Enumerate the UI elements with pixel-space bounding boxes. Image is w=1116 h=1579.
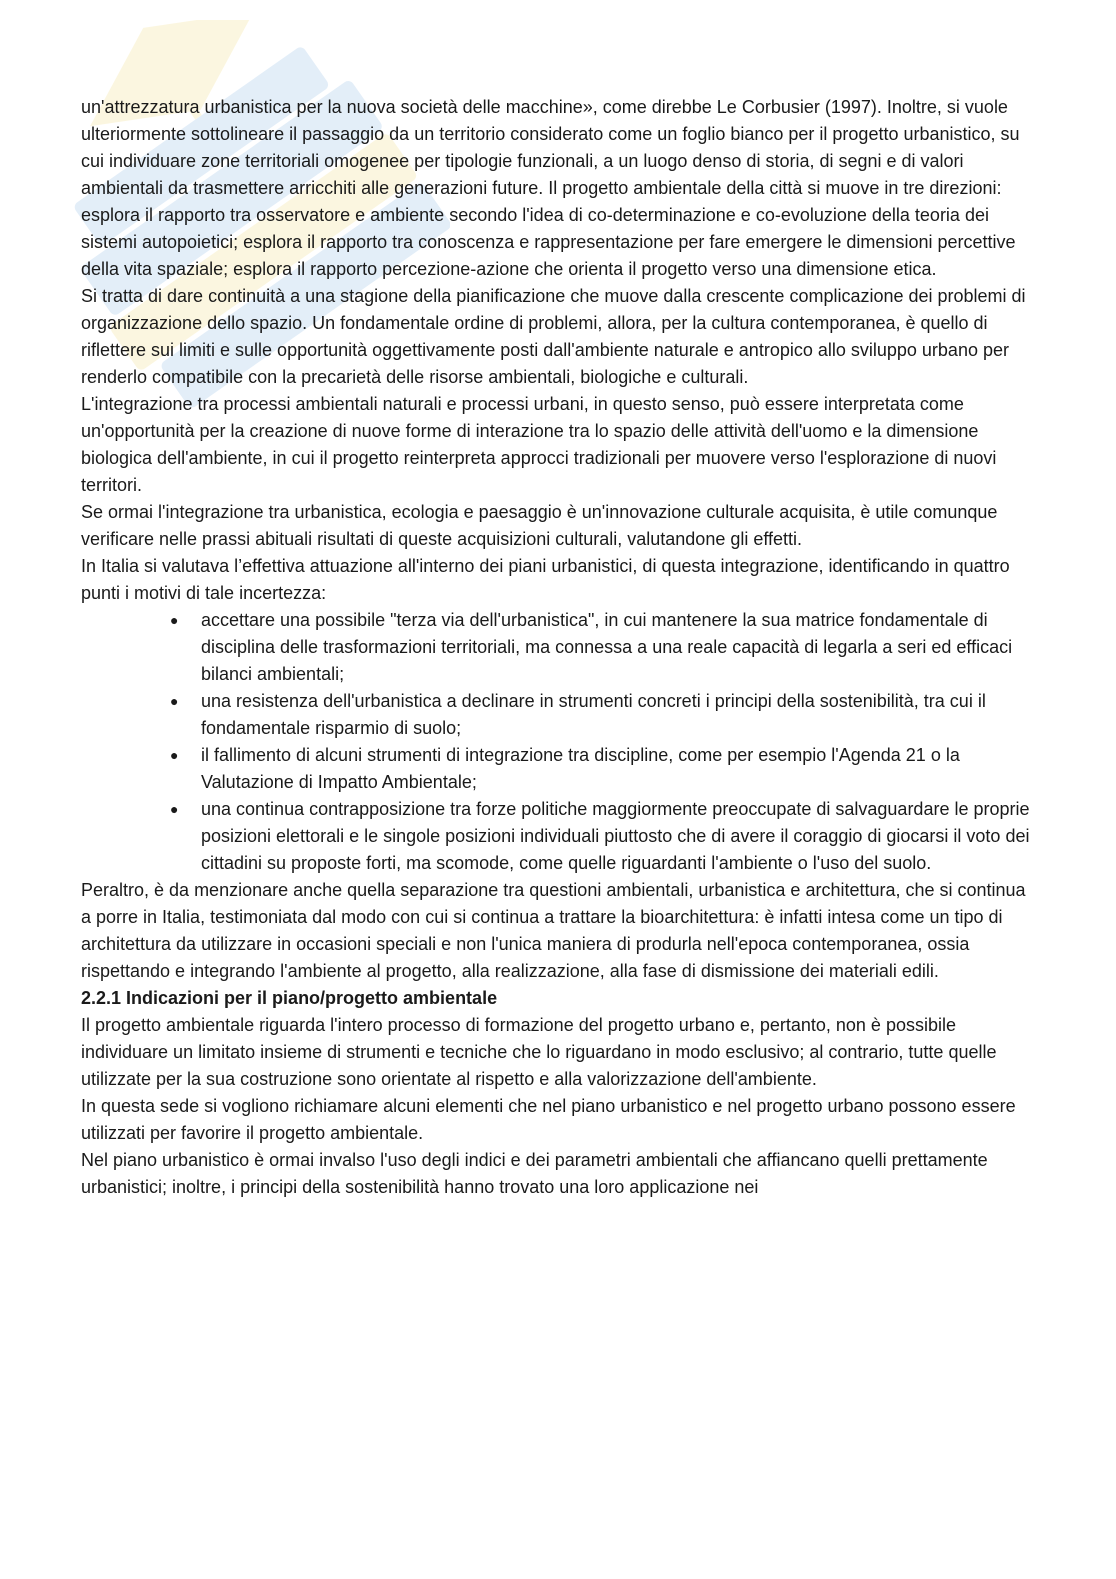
bullet-icon: ● bbox=[170, 693, 179, 709]
list-item-text: una continua contrapposizione tra forze politiche maggiormente preoccupate di salvaguardare le proprie posizioni elettorali e le singole posizioni individuali piuttosto che di avere il coraggio di giocarsi il voto dei cittadini su proposte forti, ma scomode, come quelle riguardanti l'ambiente o l'uso del suolo. bbox=[201, 799, 1030, 873]
body-paragraph: Nel piano urbanistico è ormai invalso l'uso degli indici e dei parametri ambientali che affiancano quelli prettamente urbanistici; inoltre, i principi della sostenibilità hanno trovato una loro applicazione nei bbox=[81, 1150, 988, 1197]
bullet-icon: ● bbox=[170, 747, 179, 763]
body-paragraph: Si tratta di dare continuità a una stagione della pianificazione che muove dalla crescente complicazione dei problemi di organizzazione dello spazio. Un fondamentale ordine di problemi, allora, per la cultura contemporanea, è quello di riflettere sui limiti e sulle opportunità oggettivamente posti dall'ambiente naturale e antropico allo sviluppo urbano per renderlo compatibile con la precarietà delle risorse ambientali, biologiche e culturali. bbox=[81, 286, 1026, 387]
bullet-list bbox=[81, 607, 1031, 877]
list-item-text: una resistenza dell'urbanistica a declinare in strumenti concreti i principi della sostenibilità, tra cui il fondamentale risparmio di suolo; bbox=[201, 691, 986, 738]
bullet-icon: ● bbox=[170, 801, 179, 817]
list-item bbox=[170, 688, 1031, 742]
body-paragraph: L'integrazione tra processi ambientali naturali e processi urbani, in questo senso, può essere interpretata come un'opportunità per la creazione di nuove forme di interazione tra lo spazio delle attività dell'uomo e la dimensione biologica dell'ambiente, in cui il progetto reinterpreta approcci tradizionali per muovere verso l'esplorazione di nuovi territori. bbox=[81, 394, 997, 495]
document-body bbox=[81, 94, 1031, 1201]
bullet-icon: ● bbox=[170, 612, 179, 628]
body-paragraph: Peraltro, è da menzionare anche quella separazione tra questioni ambientali, urbanistica e architettura, che si continua a porre in Italia, testimoniata dal modo con cui si continua a trattare la bioarchitettura: è infatti intesa come un tipo di architettura da utilizzare in occasioni speciali e non l'unica maniera di produrla nell'epoca contemporanea, ossia rispettando e integrando l'ambiente al progetto, alla realizzazione, alla fase di dismissione dei materiali edili. bbox=[81, 880, 1026, 981]
list-item bbox=[170, 796, 1031, 877]
section-heading: 2.2.1 Indicazioni per il piano/progetto ambientale bbox=[81, 988, 498, 1008]
list-item-text: il fallimento di alcuni strumenti di integrazione tra discipline, come per esempio l'Agenda 21 o la Valutazione di Impatto Ambientale; bbox=[201, 745, 960, 792]
list-item bbox=[170, 742, 1031, 796]
body-paragraph: un'attrezzatura urbanistica per la nuova società delle macchine», come direbbe Le Corbusier (1997). Inoltre, si vuole ulteriormente sottolineare il passaggio da un territorio considerato come un foglio bianco per il progetto urbanistico, su cui individuare zone territoriali omogenee per tipologie funzionali, a un luogo denso di storia, di segni e di valori ambientali da trasmettere arricchiti alle generazioni future. Il progetto ambientale della città si muove in tre direzioni: esplora il rapporto tra osservatore e ambiente secondo l'idea di co-determinazione e co-evoluzione della teoria dei sistemi autopoietici; esplora il rapporto tra conoscenza e rappresentazione per fare emergere le dimensioni percettive della vita spaziale; esplora il rapporto percezione-azione che orienta il progetto verso una dimensione etica. bbox=[81, 97, 1020, 279]
list-item-text: accettare una possibile "terza via dell'urbanistica", in cui mantenere la sua matrice fondamentale di disciplina delle trasformazioni territoriali, ma connessa a una reale capacità di legarla a seri ed efficaci bilanci ambientali; bbox=[201, 610, 1013, 684]
list-item bbox=[170, 607, 1031, 688]
body-paragraph: Il progetto ambientale riguarda l'intero processo di formazione del progetto urbano e, pertanto, non è possibile individuare un limitato insieme di strumenti e tecniche che lo riguardano in modo esclusivo; al contrario, tutte quelle utilizzate per la sua costruzione sono orientate al rispetto e alla valorizzazione dell'ambiente. bbox=[81, 1015, 997, 1089]
body-paragraph: In Italia si valutava l’effettiva attuazione all'interno dei piani urbanistici, di questa integrazione, identificando in quattro punti i motivi di tale incertezza: bbox=[81, 556, 1010, 603]
body-paragraph: In questa sede si vogliono richiamare alcuni elementi che nel piano urbanistico e nel progetto urbano possono essere utilizzati per favorire il progetto ambientale. bbox=[81, 1096, 1016, 1143]
body-paragraph: Se ormai l'integrazione tra urbanistica, ecologia e paesaggio è un'innovazione culturale acquisita, è utile comunque verificare nelle prassi abituali risultati di queste acquisizioni culturali, valutandone gli effetti. bbox=[81, 502, 998, 549]
